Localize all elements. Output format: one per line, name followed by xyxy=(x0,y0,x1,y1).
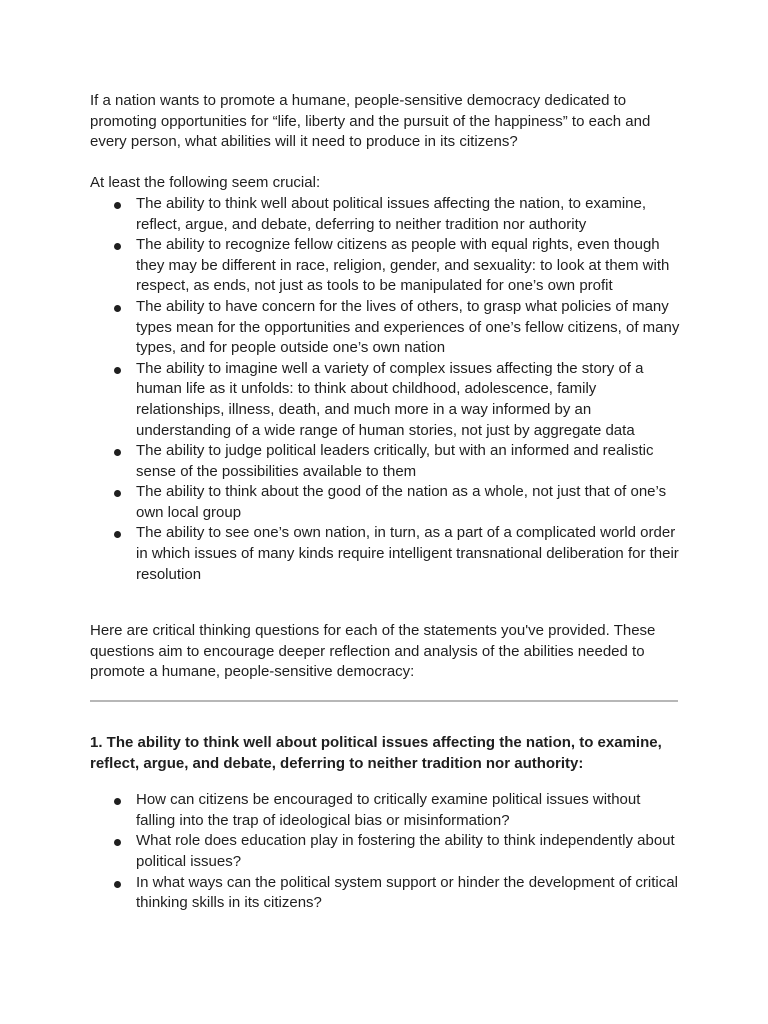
horizontal-divider xyxy=(90,700,678,702)
bullet-icon xyxy=(114,449,121,456)
list-item-text: How can citizens be encouraged to critically examine political issues without falling into the trap of ideological bias or misinformation? xyxy=(136,791,641,829)
list-item-text: The ability to see one’s own nation, in turn, as a part of a complicated world order in which issues of many kinds require intelligent transnational deliberation for their resolution xyxy=(136,524,679,583)
bullet-icon xyxy=(114,839,121,846)
list-item-text: The ability to judge political leaders critically, but with an informed and realistic sense of the possibilities available to them xyxy=(136,442,654,480)
list-item xyxy=(90,482,682,523)
list-item-text: What role does education play in fostering the ability to think independently about political issues? xyxy=(136,832,675,870)
list-item xyxy=(90,873,682,914)
questions-list xyxy=(90,790,682,914)
list-item xyxy=(90,194,682,235)
bullet-icon xyxy=(114,243,121,250)
bullet-icon xyxy=(114,490,121,497)
bullet-icon xyxy=(114,881,121,888)
list-item xyxy=(90,359,682,441)
list-item-text: The ability to think well about political issues affecting the nation, to examine, reflect, argue, and debate, deferring to neither tradition nor authority xyxy=(136,194,647,233)
response-intro-paragraph: Here are critical thinking questions for each of the statements you've provided. These questions aim to encourage deeper reflection and analysis of the abilities needed to promote a humane, people-sensitive democracy: xyxy=(90,622,656,681)
bullet-icon xyxy=(114,367,121,374)
list-item xyxy=(90,441,682,482)
bullet-icon xyxy=(114,305,121,312)
intro-paragraph: If a nation wants to promote a humane, people-sensitive democracy dedicated to promoting opportunities for “life, liberty and the pursuit of the happiness” to each and every person, what abilities will it need to produce in its citizens? xyxy=(90,92,651,151)
list-item-text: The ability to recognize fellow citizens as people with equal rights, even though they may be different in race, religion, gender, and sexuality: to look at them with respect, as ends, not just as tools to be manipulated for one’s own profit xyxy=(136,236,670,295)
list-item-text: The ability to have concern for the lives of others, to grasp what policies of many types mean for the opportunities and experiences of one’s fellow citizens, of many types, and for people outside one’s own nation xyxy=(136,297,680,357)
list-item xyxy=(90,523,682,585)
abilities-list xyxy=(90,194,682,585)
list-item-text: In what ways can the political system support or hinder the development of critical thinking skills in its citizens? xyxy=(136,873,678,912)
lead-in-text: At least the following seem crucial: xyxy=(90,174,321,192)
list-item xyxy=(90,831,682,872)
list-item xyxy=(90,235,682,297)
list-item-text: The ability to think about the good of the nation as a whole, not just that of one’s own local group xyxy=(136,483,667,521)
section-heading: 1. The ability to think well about political issues affecting the nation, to examine, reflect, argue, and debate, deferring to neither tradition nor authority: xyxy=(90,734,662,772)
bullet-icon xyxy=(114,531,121,538)
list-item-text: The ability to imagine well a variety of complex issues affecting the story of a human life as it unfolds: to think about childhood, adolescence, family relationships, illness, death, and much more in a way informed by an understanding of a wide range of human stories, not just by aggregate data xyxy=(136,359,644,439)
bullet-icon xyxy=(114,798,121,805)
list-item xyxy=(90,790,682,831)
bullet-icon xyxy=(114,202,121,209)
document-page xyxy=(90,91,682,914)
list-item xyxy=(90,297,682,359)
